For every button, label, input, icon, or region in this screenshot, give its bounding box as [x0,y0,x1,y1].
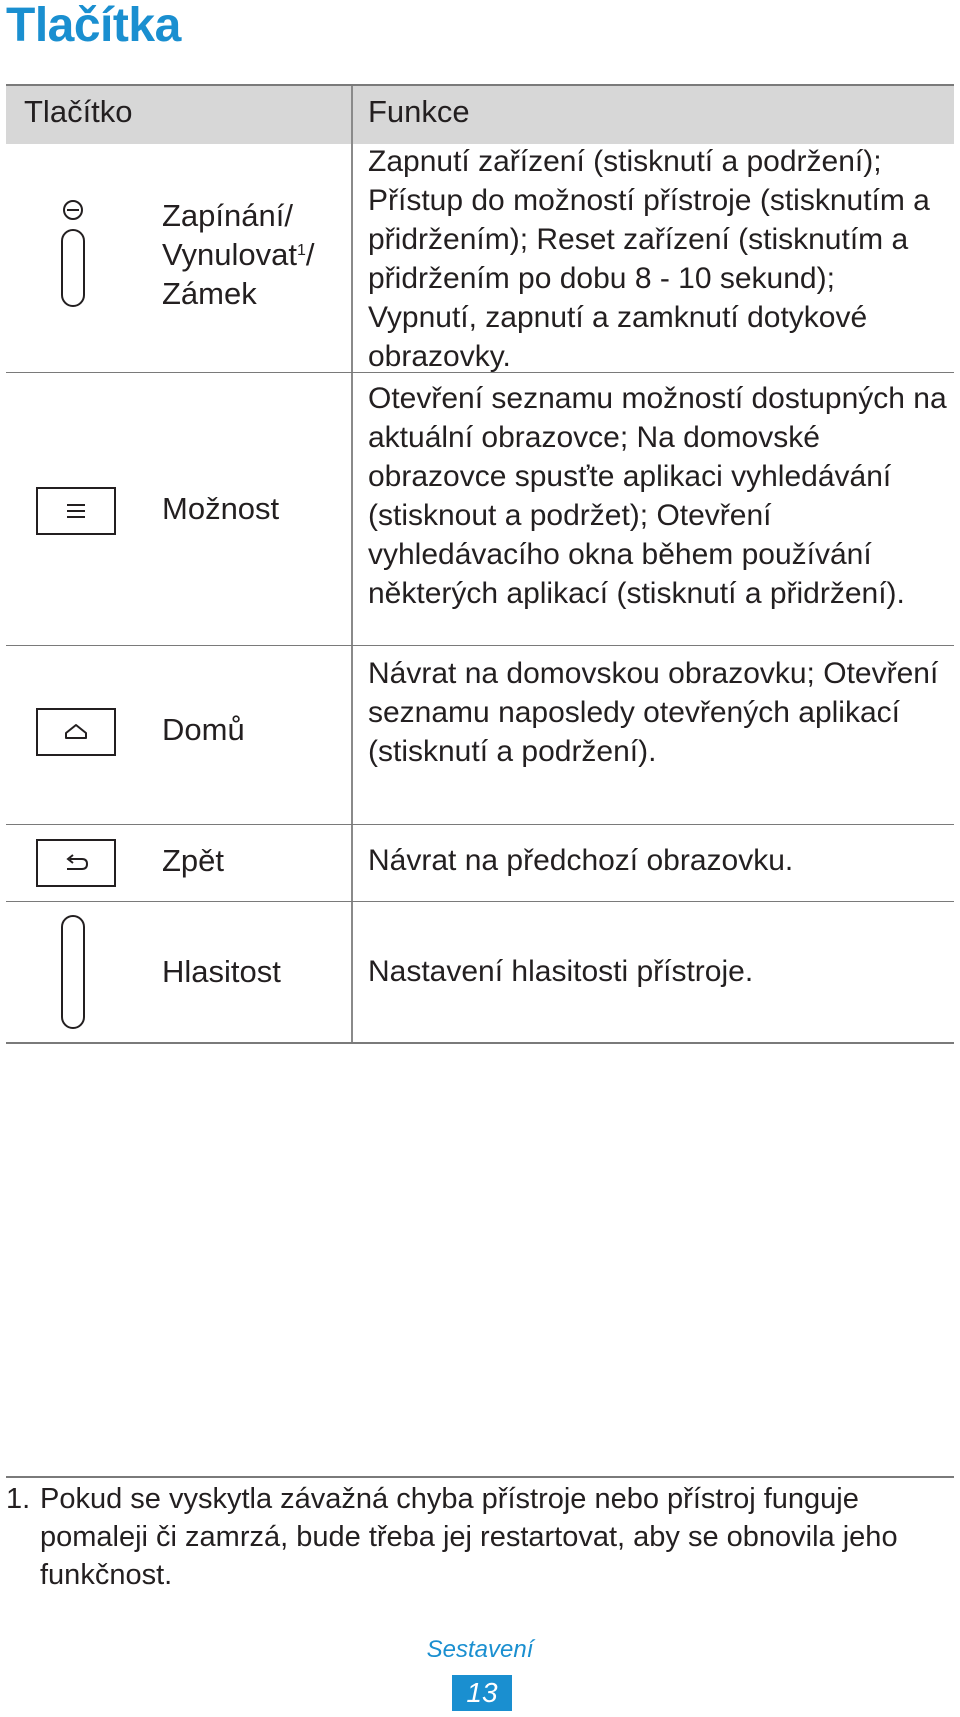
function-text: Návrat na domovskou obrazovku; Otevření seznamu naposledy otevřených aplikací (stisknutí a podržení). [368,657,939,768]
table-row [6,825,954,902]
home-key-icon [36,708,116,756]
function-text: Zapnutí zařízení (stisknutí a podržení); Přístup do možností přístroje (stisknutím a přidržením); Reset zařízení (stisknutím a přidržením po dobu 8 - 10 sekund); Vypnutí, zapnutí a zamknutí dotykové obrazovky. [368,145,930,373]
menu-key-icon [36,487,116,535]
table-row [6,646,954,825]
table-row [6,373,954,646]
buttons-table [6,84,954,1044]
power-key-icon [58,198,88,308]
volume-key-icon [58,914,88,1030]
footnote-divider [6,1476,954,1478]
header-function: Funkce [368,94,470,129]
table-row [6,902,954,1044]
back-key-icon [36,839,116,887]
section-name: Sestavení [426,1636,534,1663]
button-name: Zpět [162,843,225,878]
function-text: Otevření seznamu možností dostupných na aktuální obrazovce; Na domovské obrazovce spusťte aplikaci vyhledávání (stisknout a podržet); Otevření vyhledávacího okna během používání některých aplikací (stisknutí a přidržení). [368,382,947,610]
header-button: Tlačítko [24,94,133,129]
footnote-number: 1. [6,1483,31,1515]
button-name: Domů [162,712,245,747]
table-row [6,144,954,373]
footnote-text: Pokud se vyskytla závažná chyba přístroje nebo přístroj funguje pomaleji či zamrzá, bude třeba jej restartovat, aby se obnovila jeho funkčnost. [40,1483,898,1591]
button-name: Hlasitost [162,954,281,989]
function-text: Návrat na předchozí obrazovku. [368,844,794,877]
page-title: Tlačítka [6,0,181,52]
button-name: Zapínání/ Vynulovat$^1$/ Zámek [162,198,315,311]
page-number: 13 [452,1675,512,1711]
button-name: Možnost [162,491,280,526]
function-text: Nastavení hlasitosti přístroje. [368,955,754,988]
table-header [6,84,954,144]
